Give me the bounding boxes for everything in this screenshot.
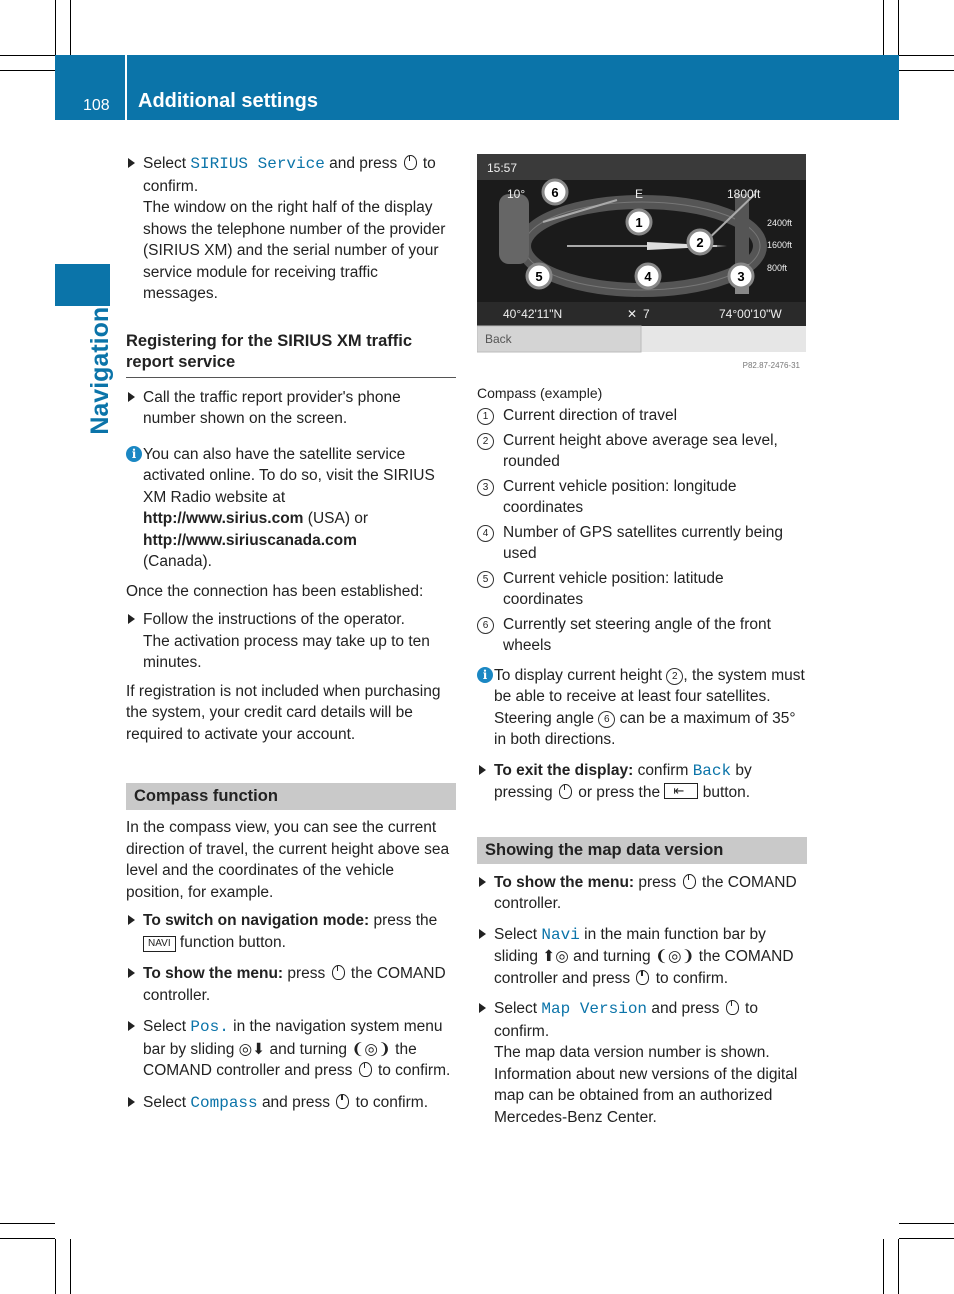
- step-show-menu-map: To show the menu: press the COMAND controller.: [477, 872, 807, 915]
- bullet-arrow-icon: [128, 968, 135, 978]
- svg-text:5: 5: [535, 269, 543, 284]
- controller-turn-icon: ❨◎❩: [654, 948, 695, 965]
- svg-text:3: 3: [737, 269, 745, 284]
- screen-scale-label: 2400ft: [767, 218, 793, 228]
- info-icon: i: [477, 667, 493, 683]
- crop-mark: [899, 70, 954, 71]
- crop-mark: [0, 55, 55, 56]
- step-select-pos: Select Pos. in the navigation system menu bar by sliding ◎⬇ and turning ❨◎❩ the COMAND controller and press to confirm.: [126, 1016, 456, 1082]
- screen-scale-label: 1600ft: [767, 240, 793, 250]
- image-caption: Compass (example): [477, 385, 603, 401]
- crop-mark: [898, 1239, 899, 1294]
- legend-item: 1 Current direction of travel: [477, 405, 807, 427]
- crop-mark: [0, 1238, 55, 1239]
- step-select-navi: Select Navi in the main function bar by sliding ⬆◎ and turning ❨◎❩ the COMAND controller and press to confirm.: [477, 924, 807, 990]
- step-follow: Follow the instructions of the operator. The activation process may take up to ten minutes.: [126, 609, 456, 674]
- registration-note: If registration is not included when purchasing the system, your credit card details will be required to activate your account.: [126, 682, 441, 743]
- crop-mark: [883, 1239, 884, 1294]
- heading-map-data-version: Showing the map data version: [477, 837, 807, 864]
- info-icon: i: [126, 446, 142, 462]
- controller-press-icon: [683, 874, 696, 889]
- heading-compass-function: Compass function: [126, 783, 456, 810]
- crop-mark: [55, 1239, 56, 1294]
- crop-mark: [899, 55, 954, 56]
- header-divider: [125, 55, 127, 120]
- controller-press-icon: [404, 155, 417, 170]
- controller-press-icon: [726, 1000, 739, 1015]
- crop-mark: [0, 70, 55, 71]
- compass-screen-image: [477, 154, 806, 376]
- screen-heading: E: [635, 187, 644, 201]
- svg-text:4: 4: [644, 269, 652, 284]
- crop-mark: [899, 1223, 954, 1224]
- crop-mark: [898, 0, 899, 55]
- svg-text:1: 1: [635, 215, 643, 230]
- bullet-arrow-icon: [479, 929, 486, 939]
- step-exit-display: To exit the display: confirm Back by pressing or press the ⇤ button.: [477, 760, 807, 804]
- screen-altitude: 1800ft: [727, 187, 761, 201]
- side-tab: [55, 264, 110, 306]
- image-reference: P82.87-2476-31: [742, 361, 800, 370]
- heading-registering: Registering for the SIRIUS XM traffic report service: [126, 331, 456, 378]
- page-header: [55, 55, 899, 120]
- screen-scale-label: 800ft: [767, 263, 788, 273]
- url-sirius-canada: http://www.siriuscanada.com: [143, 531, 357, 549]
- step-select-sirius: Select SIRIUS Service and press to confirm. The window on the right half of the display shows the telephone number of the provider (SIRIUS XM) and the serial number of your service module for receiving traffic messages.: [126, 153, 456, 305]
- bullet-arrow-icon: [128, 1097, 135, 1107]
- legend-item: 4 Number of GPS satellites currently being used: [477, 522, 807, 565]
- crop-mark: [0, 1223, 55, 1224]
- page-number: 108: [83, 97, 110, 114]
- bullet-arrow-icon: [479, 1003, 486, 1013]
- page-title: Additional settings: [138, 90, 318, 112]
- compass-intro: In the compass view, you can see the current direction of travel, the current height above sea level and the coordinates of the vehicle position, for example.: [126, 819, 450, 901]
- bullet-arrow-icon: [128, 158, 135, 168]
- svg-text:6: 6: [551, 185, 559, 200]
- screen-steering-angle: 10°: [507, 187, 526, 201]
- bullet-arrow-icon: [128, 915, 135, 925]
- screen-longitude: 74°00'10"W: [719, 307, 782, 321]
- svg-text:2: 2: [696, 235, 704, 250]
- bullet-arrow-icon: [128, 1021, 135, 1031]
- step-select-map-version: Select Map Version and press to confirm. The map data version number is shown. Information about new versions of the digital map can be obtained from an authorized Mercedes-Benz Center.: [477, 998, 807, 1128]
- compass-screen-graphic: [477, 154, 806, 376]
- side-tab-label: Navigation: [86, 306, 115, 435]
- controller-press-icon: [636, 970, 649, 985]
- bullet-arrow-icon: [128, 392, 135, 402]
- screen-satellite-icon: ✕: [627, 307, 638, 321]
- crop-mark: [70, 1239, 71, 1294]
- step-select-compass: Select Compass and press to confirm.: [126, 1092, 456, 1115]
- crop-mark: [883, 0, 884, 55]
- step-show-menu: To show the menu: press the COMAND controller.: [126, 963, 456, 1006]
- legend-item: 3 Current vehicle position: longitude coordinates: [477, 476, 807, 519]
- back-button-icon: [664, 783, 698, 799]
- controller-slide-down-icon: ◎⬇: [238, 1040, 266, 1058]
- legend-item: 2 Current height above average sea level, rounded: [477, 430, 807, 473]
- legend-list: [477, 405, 807, 657]
- right-column: [477, 383, 807, 1128]
- screen-satellites: 7: [643, 307, 650, 321]
- once-connected: Once the connection has been established:: [126, 582, 424, 600]
- info-note-online: i You can also have the satellite service activated online. To do so, visit the SIRIUS XM Radio website at http://www.sirius.com (USA) or http://www.siriuscanada.com (Canada).: [126, 444, 456, 573]
- screen-latitude: 40°42'11"N: [503, 307, 563, 321]
- controller-turn-icon: ❨◎❩: [351, 1040, 391, 1058]
- legend-item: 5 Current vehicle position: latitude coordinates: [477, 568, 807, 611]
- controller-press-icon: [336, 1094, 349, 1109]
- screen-back-button: Back: [485, 332, 512, 346]
- controller-press-icon: [332, 965, 345, 980]
- navi-key-icon: NAVI: [143, 936, 176, 952]
- crop-mark: [55, 0, 56, 55]
- url-sirius-usa: http://www.sirius.com: [143, 510, 304, 527]
- bullet-arrow-icon: [128, 614, 135, 624]
- crop-mark: [70, 0, 71, 55]
- controller-press-icon: [359, 1062, 372, 1077]
- legend-item: 6 Currently set steering angle of the front wheels: [477, 614, 807, 657]
- step-call: Call the traffic report provider's phone number shown on the screen.: [126, 387, 456, 430]
- crop-mark: [899, 1238, 954, 1239]
- screen-time: 15:57: [487, 161, 518, 175]
- step-switch-navigation: To switch on navigation mode: press the NAVI function button.: [126, 910, 456, 953]
- controller-slide-up-icon: ⬆◎: [542, 948, 569, 965]
- bullet-arrow-icon: [479, 877, 486, 887]
- left-column: [126, 153, 456, 1114]
- controller-press-icon: [559, 784, 572, 799]
- info-note-height: i To display current height 2 , the system must be able to receive at least four satellites. Steering angle 6 can be a maximum of 35° in both directions.: [477, 665, 807, 751]
- bullet-arrow-icon: [479, 765, 486, 775]
